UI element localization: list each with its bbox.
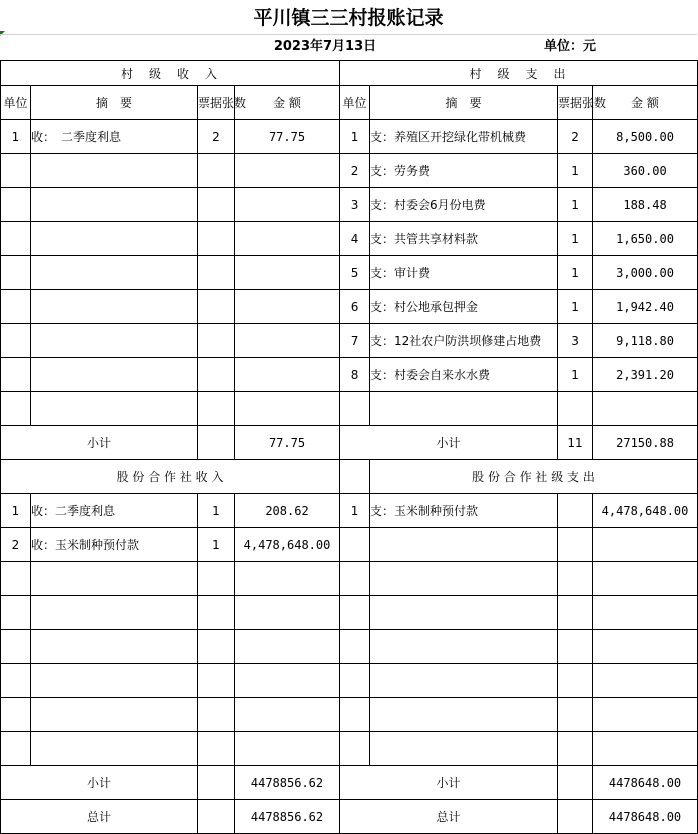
row-receipts: 1 [558, 222, 593, 256]
row-receipts: 3 [558, 324, 593, 358]
table-row [1, 732, 698, 766]
ledger-table [0, 60, 698, 834]
row-no: 3 [340, 188, 370, 222]
row-amount: 360.00 [593, 154, 698, 188]
row-no: 8 [340, 358, 370, 392]
coop-income-title: 股 份 合 作 社 收 入 [1, 460, 340, 494]
header-summary: 摘 要 [31, 86, 198, 120]
row-amount: 9,118.80 [593, 324, 698, 358]
table-row [1, 222, 698, 256]
row-receipts: 1 [558, 358, 593, 392]
table-row [1, 290, 698, 324]
row-receipts: 1 [558, 256, 593, 290]
row-summary: 收：玉米制种预付款 [31, 528, 198, 562]
section-title-row [1, 460, 698, 494]
row-no: 5 [340, 256, 370, 290]
row-summary: 支：审计费 [370, 256, 558, 290]
row-receipts [558, 494, 593, 528]
row-summary: 支：共管共享材料款 [370, 222, 558, 256]
row-no: 2 [340, 154, 370, 188]
row-receipts: 1 [198, 528, 235, 562]
row-summary: 支：村委会6月份电费 [370, 188, 558, 222]
coop-expense-subtotal: 4478648.00 [593, 766, 698, 800]
coop-expense-title: 股 份 合 作 社 级 支 出 [370, 460, 698, 494]
row-summary: 支：12社农户防洪坝修建占地费 [370, 324, 558, 358]
table-row [1, 256, 698, 290]
subtotal-label: 小计 [1, 766, 198, 800]
subtotal-label: 小计 [1, 426, 198, 460]
row-amount: 3,000.00 [593, 256, 698, 290]
table-row [1, 494, 698, 528]
row-amount: 1,650.00 [593, 222, 698, 256]
row-amount: 1,942.40 [593, 290, 698, 324]
report-date: 2023年7月13日 [273, 39, 377, 54]
row-receipts: 1 [558, 154, 593, 188]
row-summary: 支：养殖区开挖绿化带机械费 [370, 120, 558, 154]
row-no: 1 [340, 120, 370, 154]
table-row [1, 188, 698, 222]
table-row [1, 392, 698, 426]
row-receipts: 1 [198, 494, 235, 528]
row-no: 2 [1, 528, 31, 562]
subtotal-row [1, 426, 698, 460]
total-label: 总计 [340, 800, 558, 834]
row-no: 1 [1, 494, 31, 528]
row-receipts: 2 [198, 120, 235, 154]
expense-total: 4478648.00 [593, 800, 698, 834]
village-expense-receipts-subtotal: 11 [558, 426, 593, 460]
village-income-title: 村 级 收 入 [1, 61, 340, 86]
coop-income-subtotal: 4478856.62 [235, 766, 340, 800]
table-row [1, 562, 698, 596]
row-receipts: 1 [558, 290, 593, 324]
village-expense-title: 村 级 支 出 [340, 61, 698, 86]
row-receipts: 2 [558, 120, 593, 154]
total-row [1, 800, 698, 834]
page-title: 平川镇三三村报账记录 [253, 7, 444, 29]
row-no: 4 [340, 222, 370, 256]
table-row [1, 120, 698, 154]
header-amount: 金 额 [235, 86, 340, 120]
table-row [1, 596, 698, 630]
subtotal-label: 小计 [340, 766, 558, 800]
header-summary: 摘 要 [370, 86, 558, 120]
subtotal-row [1, 766, 698, 800]
row-summary: 支：村委会自来水水费 [370, 358, 558, 392]
row-amount: 77.75 [235, 120, 340, 154]
section-title-row [1, 61, 698, 86]
header-row [1, 86, 698, 120]
header-no: 单位 [340, 86, 370, 120]
header-receipts: 票据张数 [558, 86, 593, 120]
table-row [1, 630, 698, 664]
row-summary: 支：村公地承包押金 [370, 290, 558, 324]
row-summary: 收：二季度利息 [31, 494, 198, 528]
table-row [1, 358, 698, 392]
table-row [1, 528, 698, 562]
table-row [1, 664, 698, 698]
income-total: 4478856.62 [235, 800, 340, 834]
row-amount: 2,391.20 [593, 358, 698, 392]
total-label: 总计 [1, 800, 198, 834]
row-summary: 收： 二季度利息 [31, 120, 198, 154]
header-amount: 金 额 [593, 86, 698, 120]
row-amount: 4,478,648.00 [593, 494, 698, 528]
table-row [1, 324, 698, 358]
row-summary: 支：劳务费 [370, 154, 558, 188]
header-no: 单位 [1, 86, 31, 120]
header-receipts: 票据张数 [198, 86, 235, 120]
row-amount: 4,478,648.00 [235, 528, 340, 562]
row-receipts: 1 [558, 188, 593, 222]
row-amount: 188.48 [593, 188, 698, 222]
row-amount: 208.62 [235, 494, 340, 528]
row-no: 7 [340, 324, 370, 358]
row-no: 1 [1, 120, 31, 154]
village-income-subtotal: 77.75 [235, 426, 340, 460]
row-summary: 支：玉米制种预付款 [370, 494, 558, 528]
row-amount: 8,500.00 [593, 120, 698, 154]
row-no: 6 [340, 290, 370, 324]
subtotal-label: 小计 [340, 426, 558, 460]
village-expense-subtotal: 27150.88 [593, 426, 698, 460]
table-row [1, 698, 698, 732]
table-row [1, 154, 698, 188]
row-no: 1 [340, 494, 370, 528]
currency-unit: 单位：元 [543, 39, 596, 54]
